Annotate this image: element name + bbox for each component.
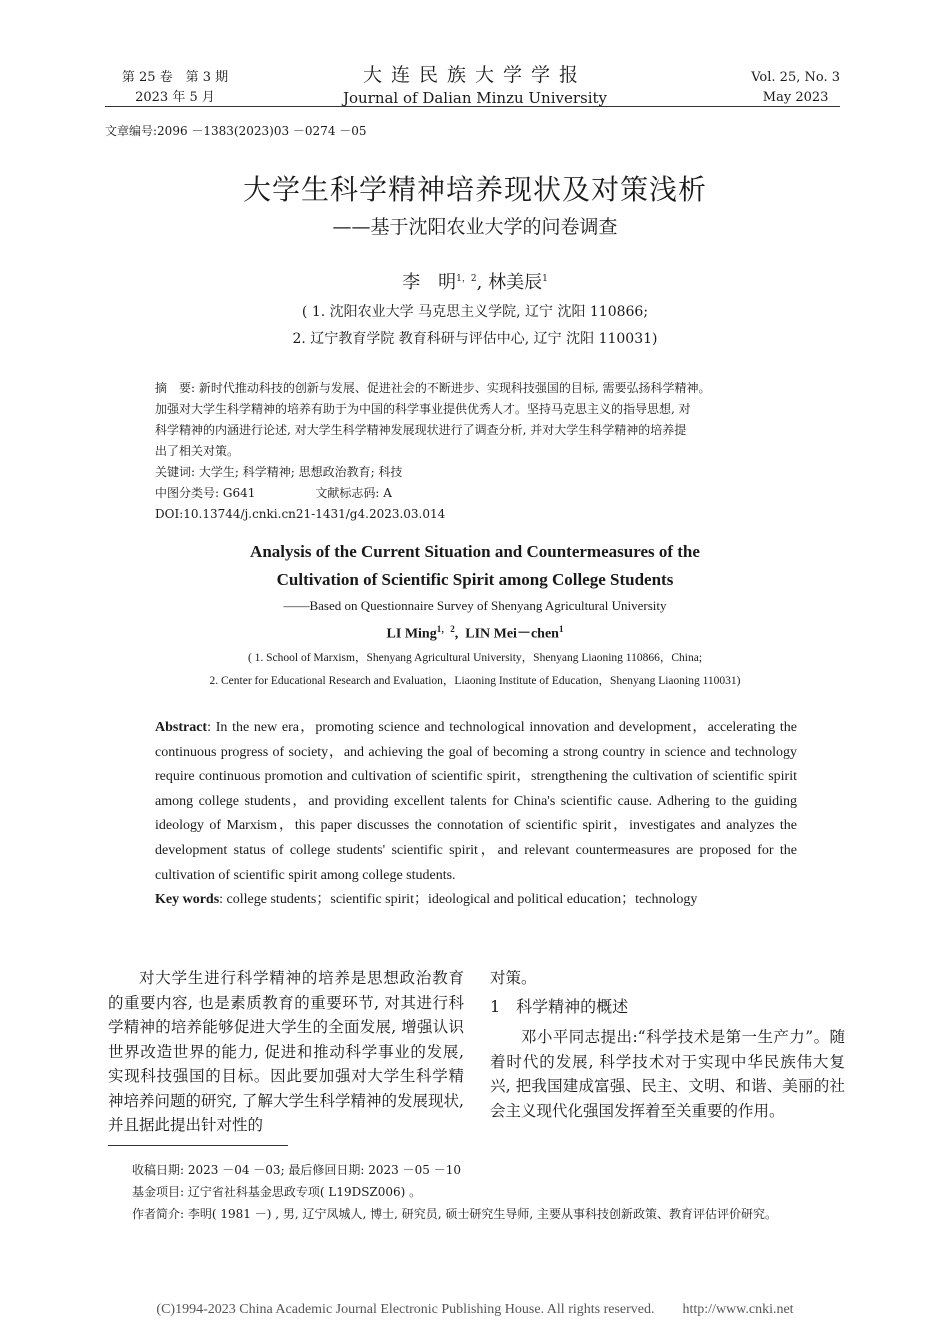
cn-abstract-line: 加强对大学生科学精神的培养有助于为中国的科学事业提供优秀人才。坚持马克思主义的指导思想, 对 [155, 402, 691, 416]
journal-name-en: Journal of Dalian Minzu University [342, 89, 608, 107]
en-abstract-text: : In the new era，promoting science and technological innovation and development，accelerating the continuous progress of society，and achieving the goal of becoming a strong country in science and technology require continuous promotion and cultivation of scientific spirit，strengthening the cultivation of scientific spirit among college students，and providing excellent talents for China's scientific cause. Adhering to the guiding ideology of Marxism，this paper discusses the connotation of scientific spirit，investigates and analyzes the development status of college students' scientific spirit，and relevant countermeasures are proposed for the cultivation of scientific spirit among college students. [155, 720, 797, 883]
cn-abstract-line: 出了相关对策。 [155, 444, 240, 458]
author-1: 李 明 [402, 272, 457, 293]
footnote-rule [108, 1145, 288, 1146]
en-abstract [155, 716, 797, 913]
doi: DOI:10.13744/j.cnki.cn21-1431/g4.2023.03.014 [155, 507, 446, 521]
section-heading: 1 科学精神的概述 [490, 996, 629, 1016]
en-author-2-affil: 1 [558, 624, 564, 634]
copyright-notice: (C)1994-2023 China Academic Journal Electronic Publishing House. All rights reserved. http://www.cnki.net [156, 1302, 794, 1317]
clc-number: 中图分类号: G641 [155, 486, 256, 500]
body-paragraph-continued: 对策。 [490, 969, 537, 987]
en-keywords-label: Key words [155, 892, 220, 908]
journal-name [300, 62, 650, 108]
header-date: 2023 年 5 月 [135, 90, 215, 105]
affiliation-2: 2. 辽宁教育学院 教育科研与评估中心, 辽宁 沈阳 110031) [292, 331, 658, 347]
cn-keywords: 关键词: 大学生; 科学精神; 思想政治教育; 科技 [155, 465, 403, 479]
footnote-received: 收稿日期: 2023 －04 －03; 最后修回日期: 2023 －05 －10 [132, 1163, 461, 1177]
cn-abstract-line: 摘 要: 新时代推动科技的创新与发展、促进社会的不断进步、实现科技强国的目标, 需要弘扬科学精神。 [155, 381, 711, 395]
en-keywords-text: : college students；scientific spirit；ideological and political education；technology [219, 892, 698, 908]
article-number: 文章编号:2096 －1383(2023)03 －0274 －05 [105, 124, 367, 138]
en-author-1-affil: 1，2 [436, 624, 455, 634]
en-affiliation-1: ( 1. School of Marxism，Shenyang Agricultural University，Shenyang Liaoning 110866，China; [247, 652, 703, 664]
en-authors: LI Ming$^{1,2}$, LIN Mei－chen$^1$ [386, 624, 564, 642]
header-rule [105, 106, 840, 107]
en-abstract-label: Abstract [155, 720, 208, 735]
header-issue-en [751, 68, 840, 108]
body-left-column [108, 966, 464, 1138]
author-2: 林美辰 [488, 272, 543, 293]
en-affiliation-2: 2. Center for Educational Research and Evaluation，Liaoning Institute of Education，Shenyang Liaoning 110031) [209, 675, 741, 687]
footnote-author-bio: 作者简介: 李明( 1981 －) , 男, 辽宁凤城人, 博士, 研究员, 硕士研究生导师, 主要从事科技创新政策、教育评估评价研究。 [132, 1207, 777, 1221]
paper-subtitle: ——基于沈阳农业大学的问卷调查 [332, 216, 618, 238]
en-title-line-1: Analysis of the Current Situation and Countermeasures of the [250, 542, 700, 561]
cn-classification [155, 483, 795, 504]
journal-name-cn: 大连民族大学学报 [362, 64, 587, 86]
header-volume-en: Vol. 25, No. 3 [751, 70, 840, 85]
header-volume: 第 25 卷 第 3 期 [121, 70, 229, 85]
en-subtitle: ——Based on Questionnaire Survey of Shenyang Agricultural University [283, 598, 667, 613]
en-author-2: LIN Mei－chen [465, 626, 559, 642]
cn-abstract [155, 378, 795, 525]
header-date-en: May 2023 [762, 90, 829, 105]
author-separator: , [476, 272, 489, 293]
en-title-line-2: Cultivation of Scientific Spirit among College Students [276, 570, 674, 589]
author-2-affil: 1 [542, 274, 548, 284]
en-author-1: LI Ming [386, 626, 437, 642]
body-paragraph: 邓小平同志提出:“科学技术是第一生产力”。随着时代的发展, 科学技术对于实现中华民族伟大复兴, 把我国建成富强、民主、文明、和谐、美丽的社会主义现代化强国发挥着至关重要的作用。 [490, 1028, 845, 1120]
footnote-funding: 基金项目: 辽宁省社科基金思政专项( L19DSZ006) 。 [132, 1185, 422, 1199]
affiliation-1: ( 1. 沈阳农业大学 马克思主义学院, 辽宁 沈阳 110866; [301, 304, 649, 320]
body-right-column [490, 966, 845, 1123]
header-issue [105, 68, 245, 108]
cn-abstract-line: 科学精神的内涵进行论述, 对大学生科学精神发展现状进行了调查分析, 并对大学生科学精神的培养提 [155, 423, 687, 437]
authors [0, 268, 950, 294]
document-code: 文献标志码: A [315, 486, 392, 500]
body-paragraph: 对大学生进行科学精神的培养是思想政治教育的重要内容, 也是素质教育的重要环节, 对其进行科学精神的培养能够促进大学生的全面发展, 增强认识世界改造世界的能力, 促进和推动科学事业的发展, 实现科技强国的目标。因此要加强对大学生科学精神培养问题的研究, 了解大学生科学精神的发展现状, 并且据此提出针对性的 [108, 969, 464, 1134]
author-1-affil: 1，2 [456, 274, 477, 284]
paper-title: 大学生科学精神培养现状及对策浅析 [242, 173, 707, 206]
